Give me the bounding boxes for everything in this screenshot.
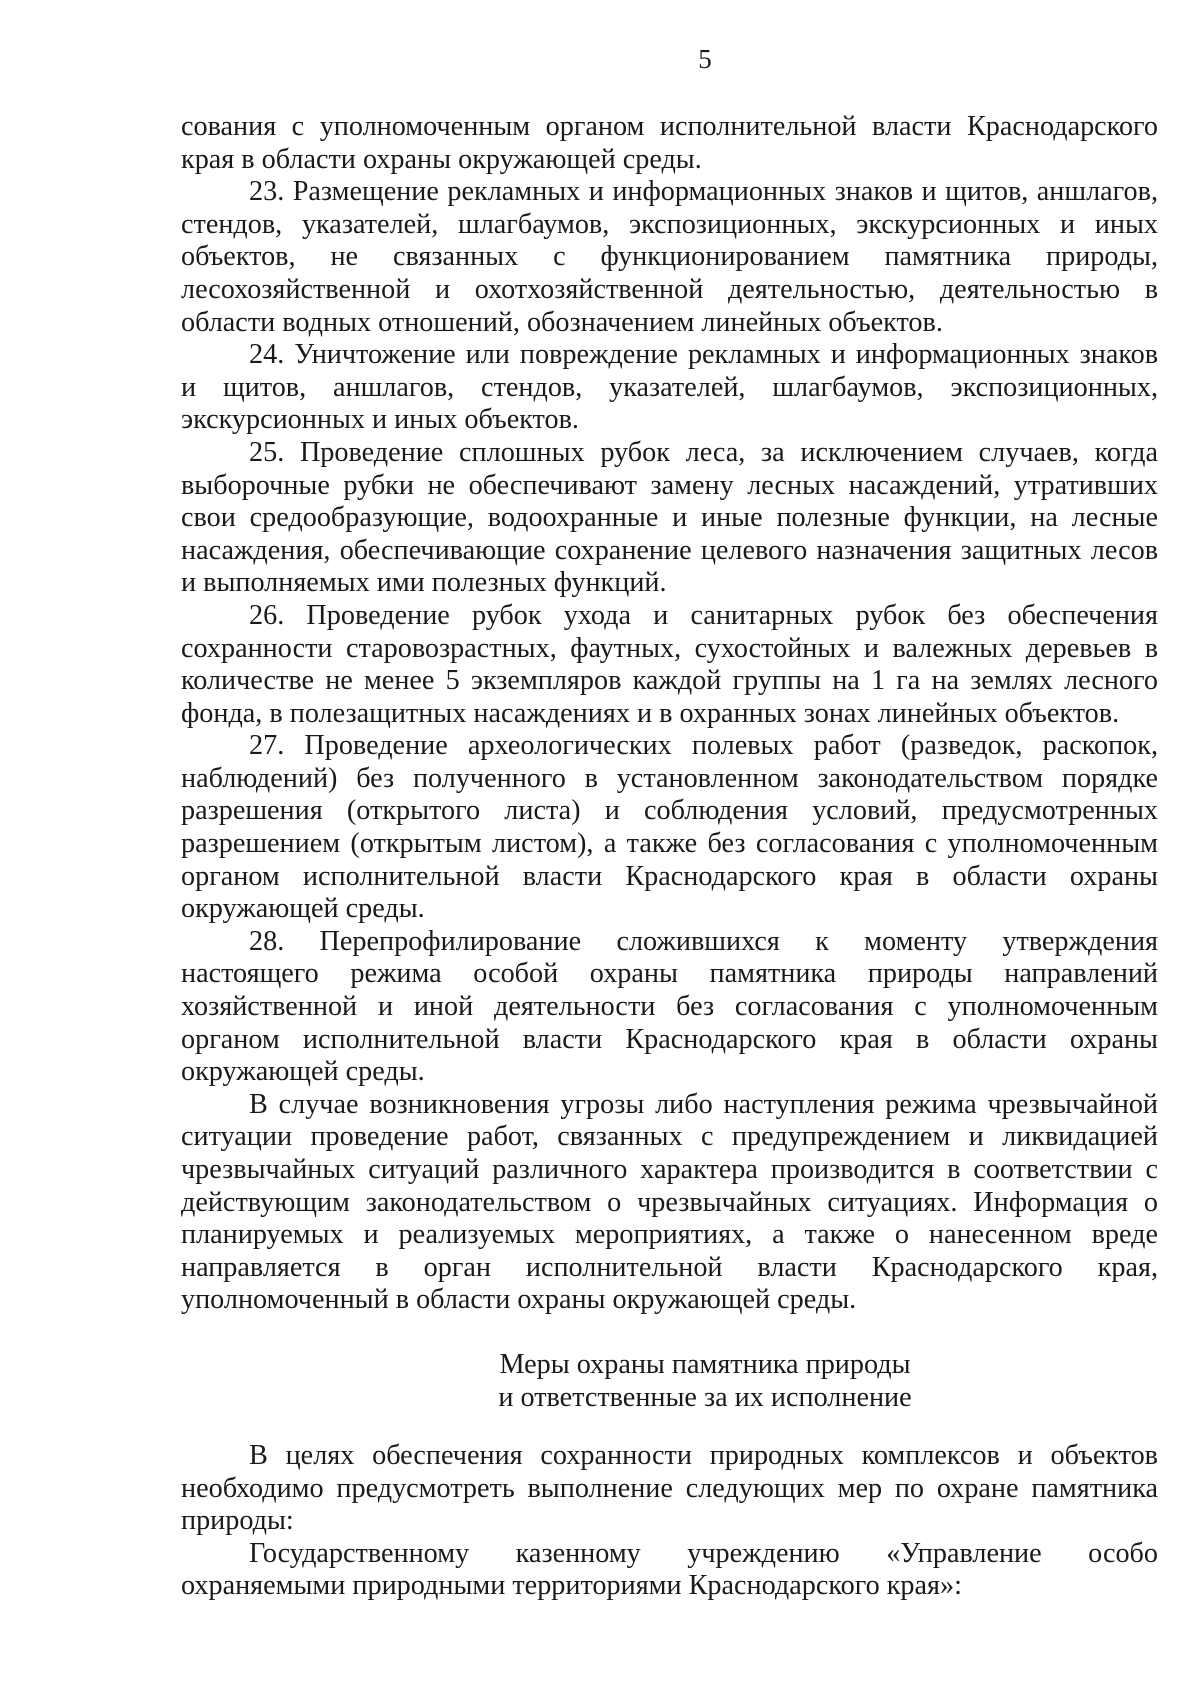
paragraph-item-26: 26. Проведение рубок ухода и санитарных рубок без обеспечения сохранности старовозрастных, фаутных, сухостойных и валежных деревьев в количестве не менее 5 экземпляров каждой группы на 1 га на землях лесного фонда, в полезащитных насаждениях и в охранных зонах линейных объектов. <box>181 599 1158 729</box>
paragraph-measures-intro: В целях обеспечения сохранности природных комплексов и объектов необходимо предусмотреть выполнение следующих мер по охране памятника природы: <box>181 1440 1158 1537</box>
paragraph-continuation: сования с уполномоченным органом исполнительной власти Краснодарского края в области охраны окружающей среды. <box>181 111 1158 175</box>
section-heading <box>0 1349 1200 1414</box>
section-heading-line-1: Меры охраны памятника природы <box>499 1349 911 1380</box>
section-heading-line-2: и ответственные за их исполнение <box>498 1381 912 1413</box>
paragraph-emergency: В случае возникновения угрозы либо наступления режима чрезвычайной ситуации проведение работ, связанных с предупреждением и ликвидацией чрезвычайных ситуаций различного характера производится в соответствии с действующим законодательством о чрезвычайных ситуациях. Информация о планируемых и реализуемых мероприятиях, а также о нанесенном вреде направляется в орган исполнительной власти Краснодарского края, уполномоченный в области охраны окружающей среды. <box>181 1088 1158 1316</box>
paragraph-item-25: 25. Проведение сплошных рубок леса, за исключением случаев, когда выборочные рубки не обеспечивают замену лесных насаждений, утративших свои средообразующие, водоохранные и иные полезные функции, на лесные насаждения, обеспечивающие сохранение целевого назначения защитных лесов и выполняемых ими полезных функций. <box>181 436 1158 599</box>
paragraph-item-27: 27. Проведение археологических полевых работ (разведок, раскопок, наблюдений) без полученного в установленном законодательством порядке разрешения (открытого листа) и соблюдения условий, предусмотренных разрешением (открытым листом), а также без согласования с уполномоченным органом исполнительной власти Краснодарского края в области охраны окружающей среды. <box>181 730 1158 925</box>
regime-text <box>181 111 1158 1317</box>
page-number: 5 <box>698 44 712 74</box>
paragraph-item-23: 23. Размещение рекламных и информационных знаков и щитов, аншлагов, стендов, указателей, шлагбаумов, экспозиционных, экскурсионных и иных объектов, не связанных с функционированием памятника природы, лесохозяйственной и охотхозяйственной деятельностью, деятельностью в области водных отношений, обозначением линейных объектов. <box>181 176 1158 338</box>
paragraph-item-28: 28. Перепрофилирование сложившихся к моменту утверждения настоящего режима особой охраны памятника природы направлений хозяйственной и иной деятельности без согласования с уполномоченным органом исполнительной власти Краснодарского края в области охраны окружающей среды. <box>181 925 1158 1088</box>
measures-text <box>181 1440 1158 1603</box>
paragraph-responsible-institution: Государственному казенному учреждению «Управление особо охраняемыми природными территориями Краснодарского края»: <box>181 1537 1158 1602</box>
paragraph-item-24: 24. Уничтожение или повреждение рекламных и информационных знаков и щитов, аншлагов, стендов, указателей, шлагбаумов, экспозиционных, экскурсионных и иных объектов. <box>181 339 1158 436</box>
